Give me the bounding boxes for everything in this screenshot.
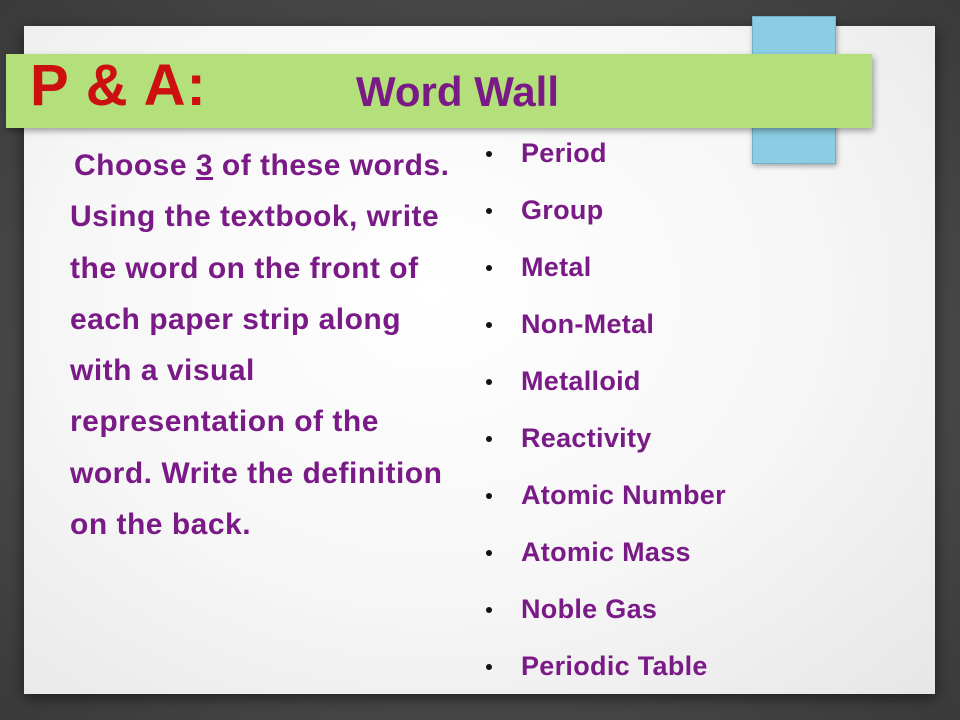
word-label: Non-Metal bbox=[521, 309, 655, 339]
word-label: Metalloid bbox=[521, 366, 641, 396]
instructions-part1: Choose bbox=[74, 149, 196, 182]
instructions-part2: of these words. Using the textbook, write the word on the front of each paper strip along with a visual representation of the word. Write the definition on the back. bbox=[70, 149, 450, 542]
title-prefix: P & A: bbox=[30, 53, 207, 118]
title-main: Word Wall bbox=[356, 68, 559, 115]
word-label: Period bbox=[521, 138, 607, 168]
bullet-icon bbox=[486, 265, 492, 271]
word-list-item bbox=[484, 244, 726, 301]
bullet-icon bbox=[486, 607, 492, 613]
word-list-item bbox=[484, 415, 726, 472]
bullet-icon bbox=[486, 208, 492, 214]
bullet-icon bbox=[486, 436, 492, 442]
word-list-item bbox=[484, 529, 726, 586]
word-list-item bbox=[484, 130, 726, 187]
bullet-icon bbox=[486, 151, 492, 157]
bullet-icon bbox=[486, 493, 492, 499]
word-label: Atomic Mass bbox=[521, 537, 691, 567]
instructions-number: 3 bbox=[195, 149, 214, 182]
word-list-item bbox=[484, 643, 726, 700]
instructions-text bbox=[70, 140, 460, 550]
word-label: Noble Gas bbox=[521, 594, 658, 624]
word-list bbox=[484, 130, 726, 700]
bullet-icon bbox=[486, 379, 492, 385]
bullet-icon bbox=[486, 322, 492, 328]
word-label: Metal bbox=[521, 252, 592, 282]
word-list-item bbox=[484, 301, 726, 358]
word-list-item bbox=[484, 472, 726, 529]
bullet-icon bbox=[486, 550, 492, 556]
bullet-icon bbox=[486, 664, 492, 670]
word-label: Reactivity bbox=[521, 423, 652, 453]
word-list-item bbox=[484, 586, 726, 643]
word-label: Periodic Table bbox=[521, 651, 708, 681]
word-list-item bbox=[484, 358, 726, 415]
word-list-item bbox=[484, 187, 726, 244]
word-label: Group bbox=[521, 195, 604, 225]
word-label: Atomic Number bbox=[521, 480, 726, 510]
